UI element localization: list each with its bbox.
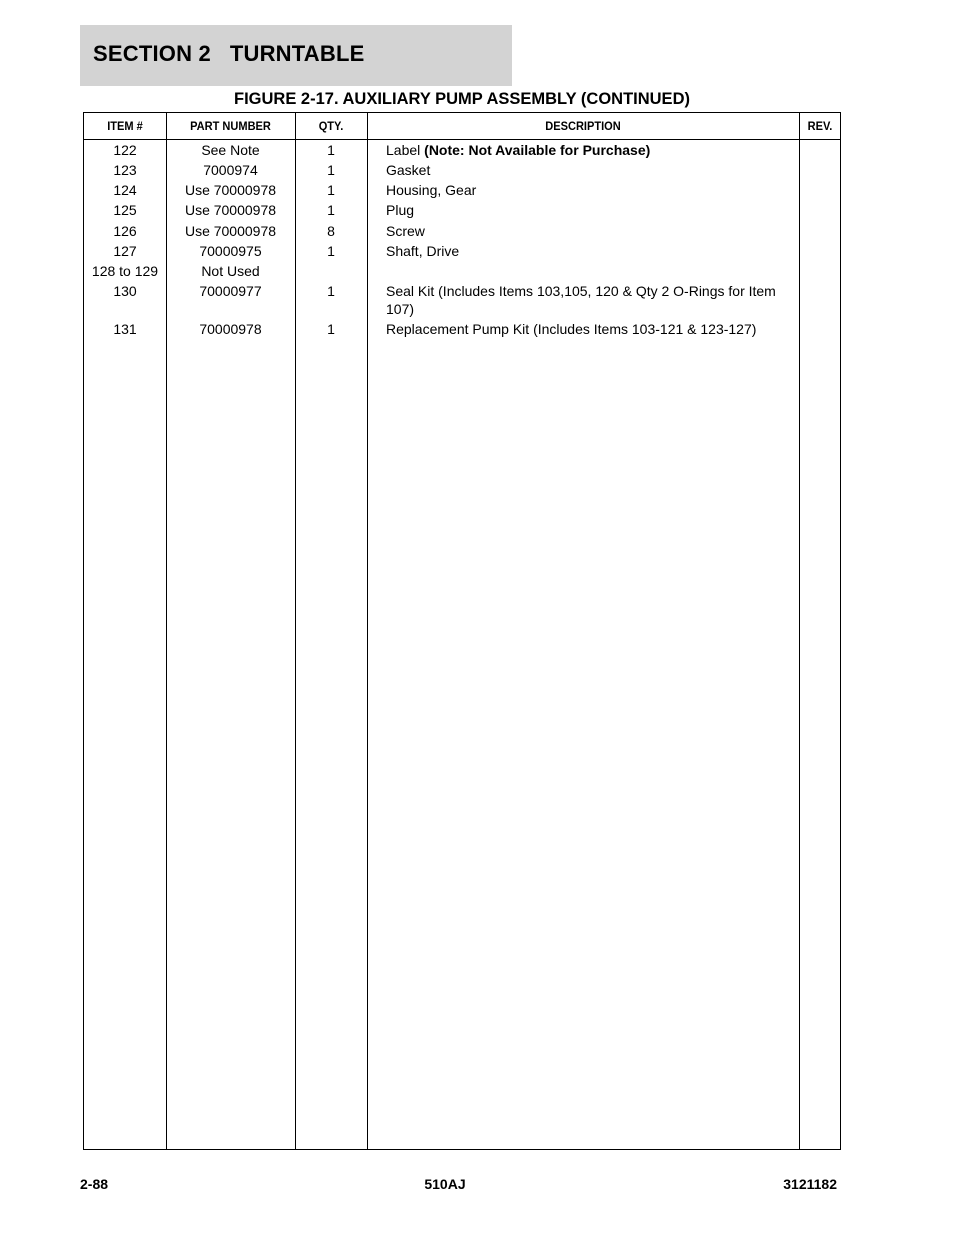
cell-description: Housing, Gear (386, 182, 477, 198)
cell-part-number: Use 70000978 (184, 202, 277, 218)
column-header-description: DESCRIPTION (545, 119, 621, 133)
cell-item: 128 to 129 (91, 263, 159, 279)
header-divider (84, 139, 840, 140)
cell-description: Gasket (386, 162, 431, 178)
cell-part-number: Not Used (201, 263, 260, 279)
cell-item: 130 (113, 283, 137, 299)
footer-model: 510AJ (424, 1176, 466, 1192)
cell-description: Label (Note: Not Available for Purchase) (386, 142, 651, 158)
footer-page-number: 2-88 (80, 1176, 109, 1192)
figure-title: FIGURE 2-17. AUXILIARY PUMP ASSEMBLY (CONTINUED) (234, 90, 690, 108)
cell-qty: 1 (327, 162, 335, 178)
cell-qty: 1 (327, 283, 335, 299)
column-header-rev: REV. (807, 119, 833, 133)
column-divider (367, 113, 368, 1149)
cell-description: Shaft, Drive (386, 243, 460, 259)
cell-description: Plug (386, 202, 415, 218)
column-divider (799, 113, 800, 1149)
cell-qty: 1 (327, 142, 335, 158)
column-divider (295, 113, 296, 1149)
cell-qty: 1 (327, 321, 335, 337)
cell-part-number: See Note (201, 142, 260, 158)
cell-item: 123 (113, 162, 137, 178)
section-header (80, 25, 512, 86)
column-header-part-number: PART NUMBER (190, 119, 271, 133)
cell-item: 127 (113, 243, 137, 259)
cell-part-number: Use 70000978 (184, 182, 277, 198)
cell-item: 131 (113, 321, 137, 337)
cell-item: 125 (113, 202, 137, 218)
cell-item: 126 (113, 223, 137, 239)
cell-part-number: 7000974 (203, 162, 258, 178)
cell-description: Replacement Pump Kit (Includes Items 103-121 & 123-127) (386, 321, 757, 337)
cell-qty: 1 (327, 243, 335, 259)
cell-qty: 1 (327, 202, 335, 218)
section-title: SECTION 2 TURNTABLE (93, 41, 365, 66)
cell-description: Seal Kit (Includes Items 103,105, 120 & Qty 2 O-Rings for Item 107) (386, 283, 776, 317)
cell-description: Screw (386, 223, 425, 239)
cell-qty: 8 (327, 223, 335, 239)
cell-qty: 1 (327, 182, 335, 198)
cell-part-number: 70000977 (199, 283, 262, 299)
footer-doc-number: 3121182 (783, 1176, 837, 1192)
cell-item: 124 (113, 182, 137, 198)
cell-part-number: 70000975 (199, 243, 262, 259)
cell-part-number: Use 70000978 (184, 223, 277, 239)
column-header-item: ITEM # (107, 119, 143, 133)
parts-table (83, 112, 841, 1150)
cell-item: 122 (113, 142, 137, 158)
description-note: (Note: Not Available for Purchase) (424, 142, 651, 158)
column-header-qty: QTY. (318, 119, 344, 133)
cell-part-number: 70000978 (199, 321, 262, 337)
